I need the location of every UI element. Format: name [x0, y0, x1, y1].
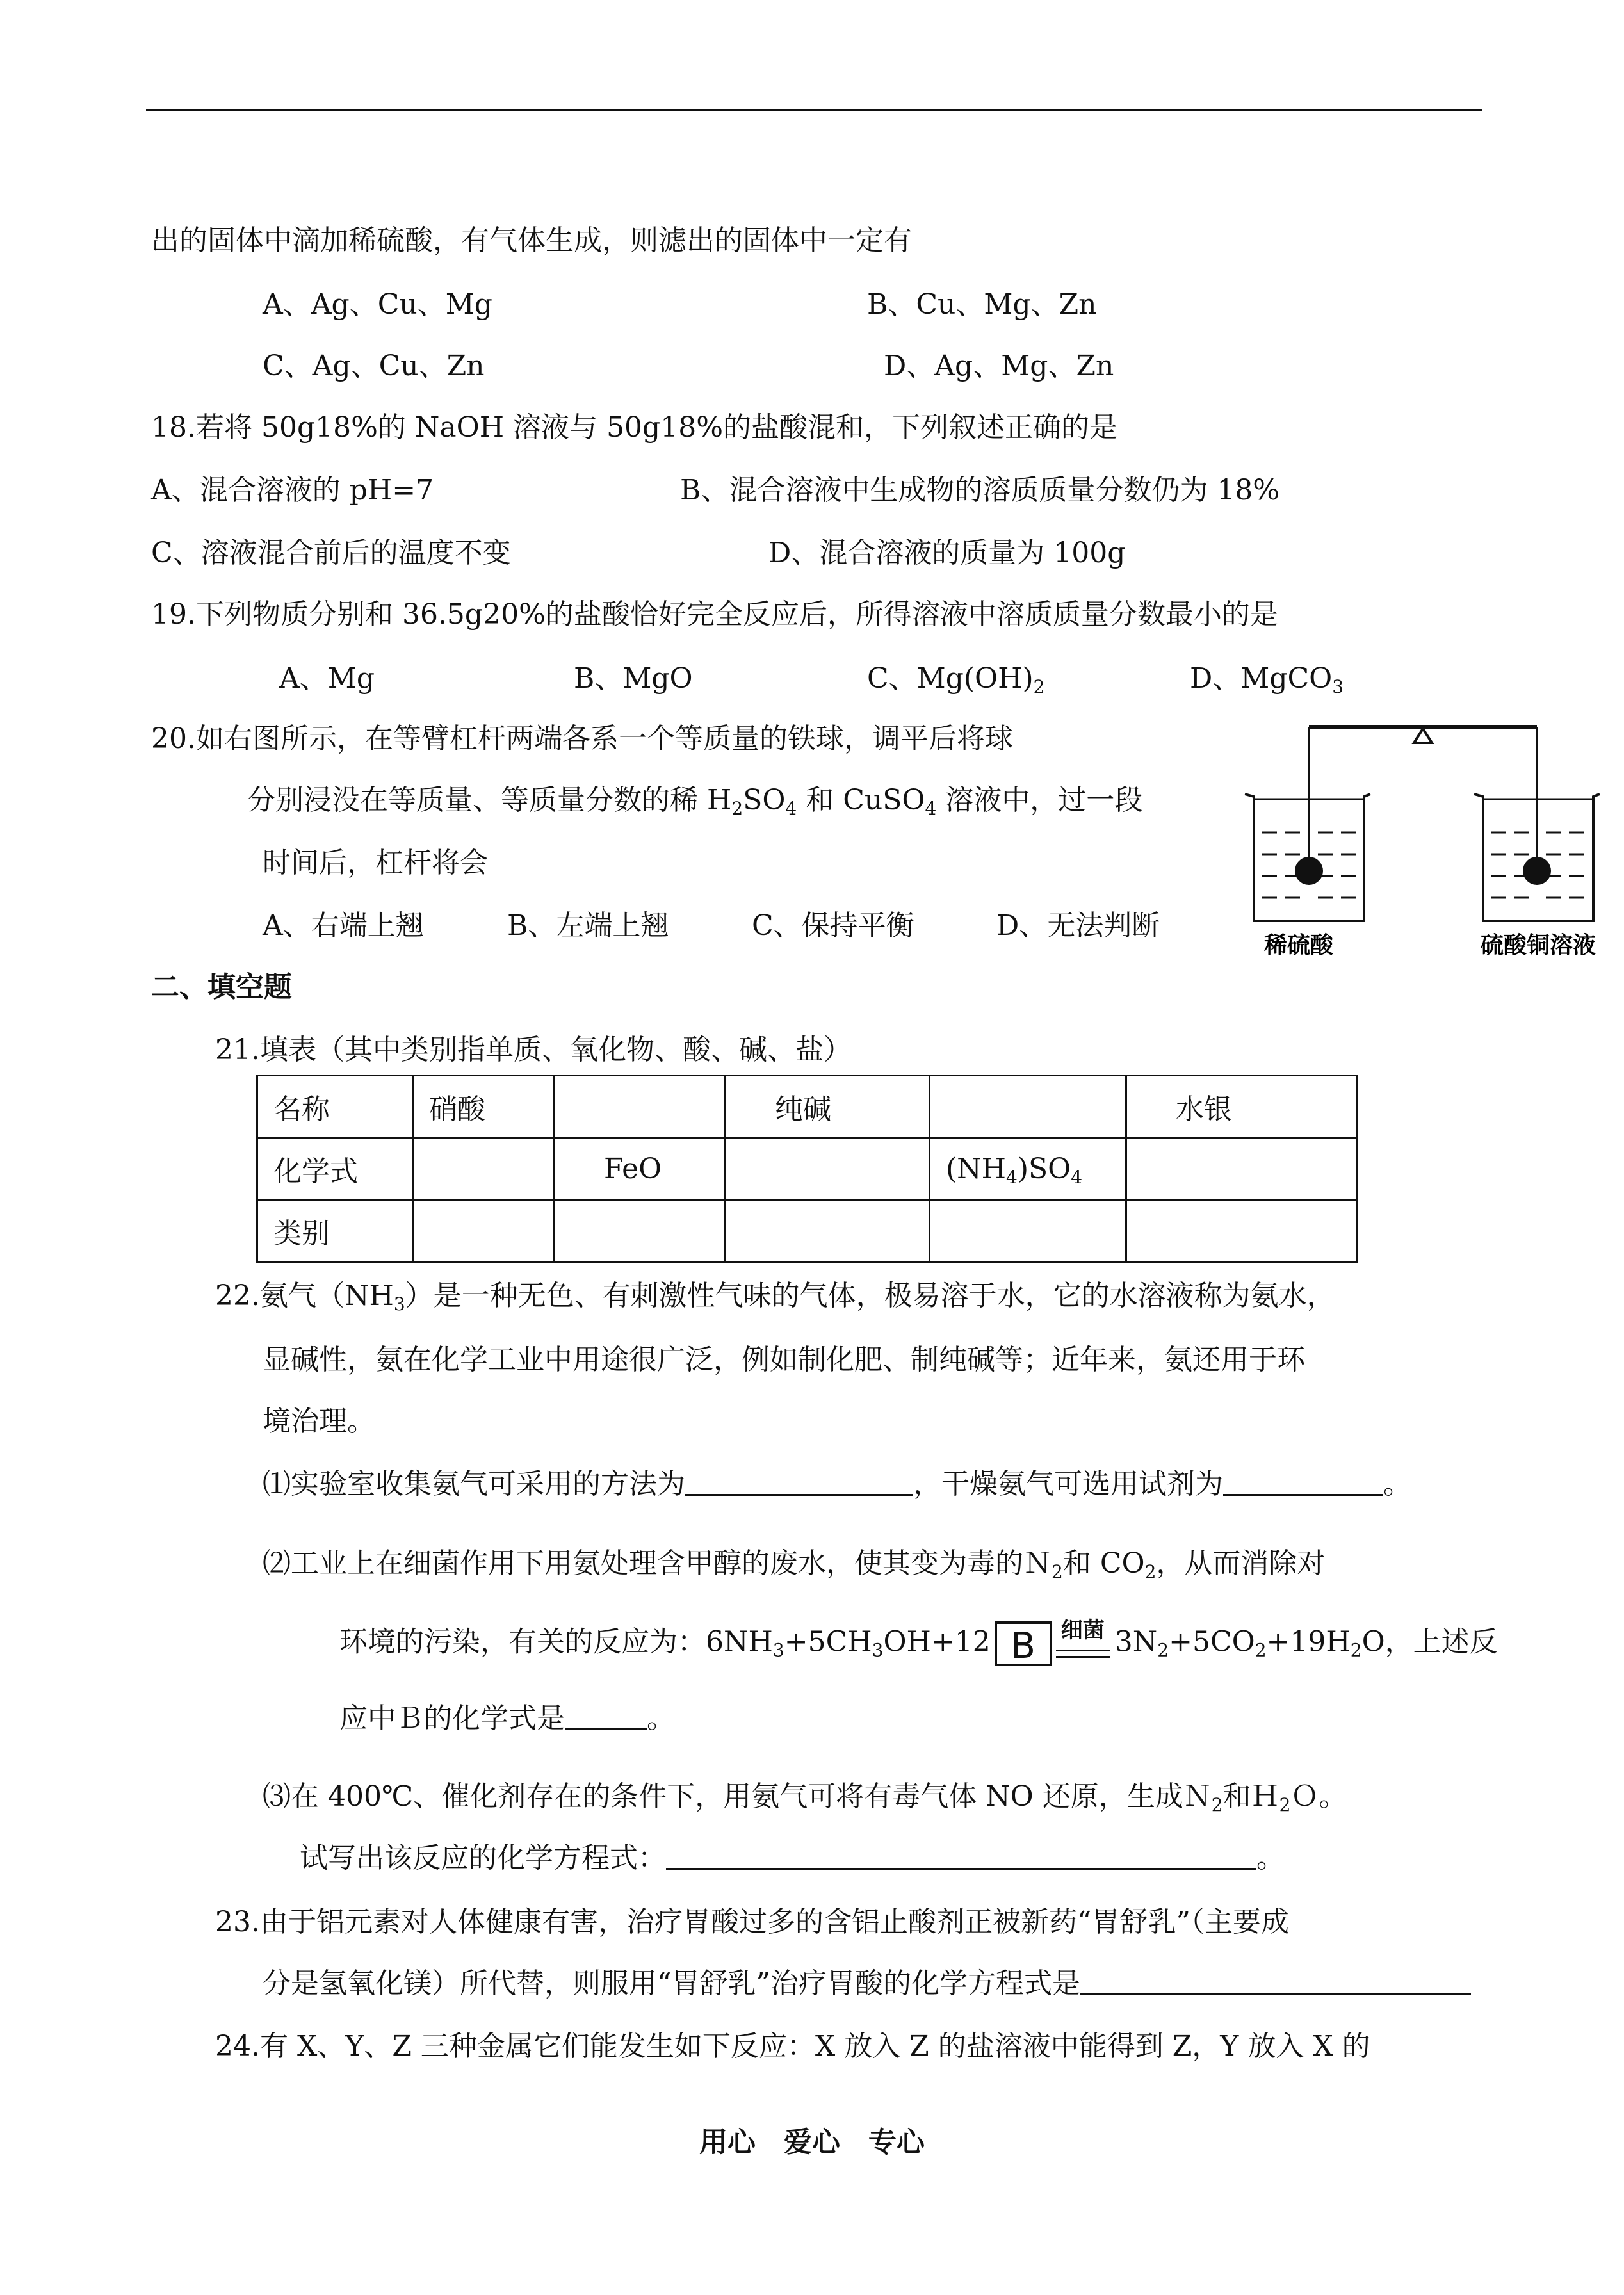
q20-option-a: A、右端上翘 [263, 909, 424, 942]
q19-option-d: D、MgCO$_3$ [1190, 662, 1344, 697]
table-row [257, 1200, 1358, 1262]
answer-blank-equation[interactable] [666, 1840, 1256, 1870]
q22-part-3-line-1: ⑶在 400℃、催化剂存在的条件下，用氨气可将有毒气体 NO 还原，生成Ｎ$_2$和Ｈ$_2$Ｏ。 [263, 1780, 1347, 1815]
q20-option-b: B、左端上翘 [507, 909, 669, 942]
answer-blank-stomach-equation[interactable] [1080, 1965, 1471, 1995]
q17-option-d: D、Ag、Mg、Zn [884, 350, 1114, 382]
q17-option-a: A、Ag、Cu、Mg [263, 288, 492, 321]
q17-option-b: B、Cu、Mg、Zn [867, 288, 1097, 321]
q22-part-1: ⑴实验室收集氨气可采用的方法为 ，干燥氨气可选用试剂为 。 [263, 1465, 1411, 1504]
table-cell[interactable] [555, 1200, 726, 1262]
q18-option-a: A、混合溶液的 pH=7 [151, 474, 434, 507]
table-cell[interactable] [726, 1200, 930, 1262]
q19-stem: 19.下列物质分别和 36.5g20%的盐酸恰好完全反应后，所得溶液中溶质质量分数最小的是 [151, 598, 1278, 631]
q20-line-3: 时间后，杠杆将会 [263, 847, 488, 879]
table-cell: 硝酸 [413, 1076, 555, 1138]
table-cell: $(NH_4)SO_4$ [930, 1138, 1126, 1200]
lever-beaker-diagram [1238, 717, 1610, 973]
answer-blank-collect-method[interactable] [685, 1466, 913, 1496]
beaker-left [1245, 794, 1370, 921]
unknown-b-box: B [995, 1621, 1052, 1666]
table-cell: FeO [555, 1138, 726, 1200]
answer-blank-b-formula[interactable] [565, 1700, 647, 1730]
label-copper-sulfate: 硫酸铜溶液 [1481, 932, 1596, 959]
table-cell: 化学式 [257, 1138, 413, 1200]
label-dilute-sulfuric-acid: 稀硫酸 [1264, 932, 1334, 959]
q18-option-d: D、混合溶液的质量为 100g [768, 537, 1126, 569]
q24-line-1: 24.有 X、Y、Z 三种金属它们能发生如下反应：X 放入 Z 的盐溶液中能得到 Z，Y 放入 X 的 [215, 2030, 1370, 2063]
table-cell[interactable] [413, 1200, 555, 1262]
table-cell[interactable] [930, 1200, 1126, 1262]
q21-stem: 21.填表（其中类别指单质、氧化物、酸、碱、盐） [215, 1034, 852, 1066]
q23-line-1: 23.由于铝元素对人体健康有害，治疗胃酸过多的含铝止酸剂正被新药“胃舒乳”（主要成 [215, 1906, 1289, 1938]
table-cell[interactable] [555, 1076, 726, 1138]
q19-option-a: A、Mg [279, 662, 375, 695]
header-rule [146, 109, 1482, 111]
iron-ball-left [1295, 857, 1323, 885]
q22-part-3-line-2: 试写出该反应的化学方程式： 。 [300, 1839, 1285, 1877]
q22-part-2-line-2: 环境的污染，有关的反应为：$6NH_3+5CH_3OH+12$ B 细菌 $3N_2+5CO_2+19H_2O$，上述反 [339, 1618, 1498, 1667]
q21-table [256, 1075, 1358, 1263]
q22-line-3: 境治理。 [263, 1405, 375, 1438]
q18-option-c: C、溶液混合前后的温度不变 [151, 537, 511, 569]
iron-ball-right [1523, 857, 1551, 885]
q20-line-2: 分别浸没在等质量、等质量分数的稀 $H_2SO_4$ 和 CuSO$_4$ 溶液中，过一段 [247, 784, 1143, 819]
q19-option-b: B、MgO [574, 662, 693, 695]
table-cell[interactable] [726, 1138, 930, 1200]
q17-option-c: C、Ag、Cu、Zn [263, 350, 485, 382]
q20-option-c: C、保持平衡 [752, 909, 914, 942]
table-cell: 纯碱 [726, 1076, 930, 1138]
table-cell: 名称 [257, 1076, 413, 1138]
q18-stem: 18.若将 50g18%的 NaOH 溶液与 50g18%的盐酸混和，下列叙述正确的是 [151, 411, 1117, 444]
table-cell[interactable] [413, 1138, 555, 1200]
q17-continuation: 出的固体中滴加稀硫酸，有气体生成，则滤出的固体中一定有 [151, 224, 912, 257]
reaction-condition: 细菌 [1056, 1621, 1110, 1666]
q20-line-1: 20.如右图所示，在等臂杠杆两端各系一个等质量的铁球，调平后将球 [151, 722, 1013, 755]
q19-option-c: C、$Mg(OH)_2$ [867, 662, 1045, 697]
q22-line-2: 显碱性，氨在化学工业中用途很广泛，例如制化肥、制纯碱等；近年来，氨还用于环 [263, 1343, 1305, 1376]
table-row [257, 1138, 1358, 1200]
q22-line-1: 22.氨气$(NH_3)$是一种无色、有刺激性气味的气体，极易溶于水，它的水溶液称为氨水， [215, 1279, 1335, 1315]
q18-option-b: B、混合溶液中生成物的溶质质量分数仍为 18% [680, 474, 1280, 507]
footer-slogan: 用心 爱心 专心 [699, 2126, 925, 2159]
table-cell[interactable] [930, 1076, 1126, 1138]
q23-line-2: 分是氢氧化镁）所代替，则服用“胃舒乳”治疗胃酸的化学方程式是 [263, 1965, 1471, 2003]
table-cell[interactable] [1126, 1200, 1358, 1262]
table-row [257, 1076, 1358, 1138]
table-cell: 水银 [1126, 1076, 1358, 1138]
table-cell[interactable] [1126, 1138, 1358, 1200]
q22-part-2-line-1: ⑵工业上在细菌作用下用氨处理含甲醇的废水，使其变为毒的Ｎ$_2$和 $CO_2$，从而消除对 [263, 1547, 1326, 1582]
section-title: 二、填空题 [151, 971, 292, 1003]
q22-part-2-line-3: 应中Ｂ的化学式是 。 [339, 1699, 675, 1738]
table-cell: 类别 [257, 1200, 413, 1262]
q20-option-d: D、无法判断 [996, 909, 1160, 942]
answer-blank-drying-agent[interactable] [1223, 1466, 1383, 1496]
